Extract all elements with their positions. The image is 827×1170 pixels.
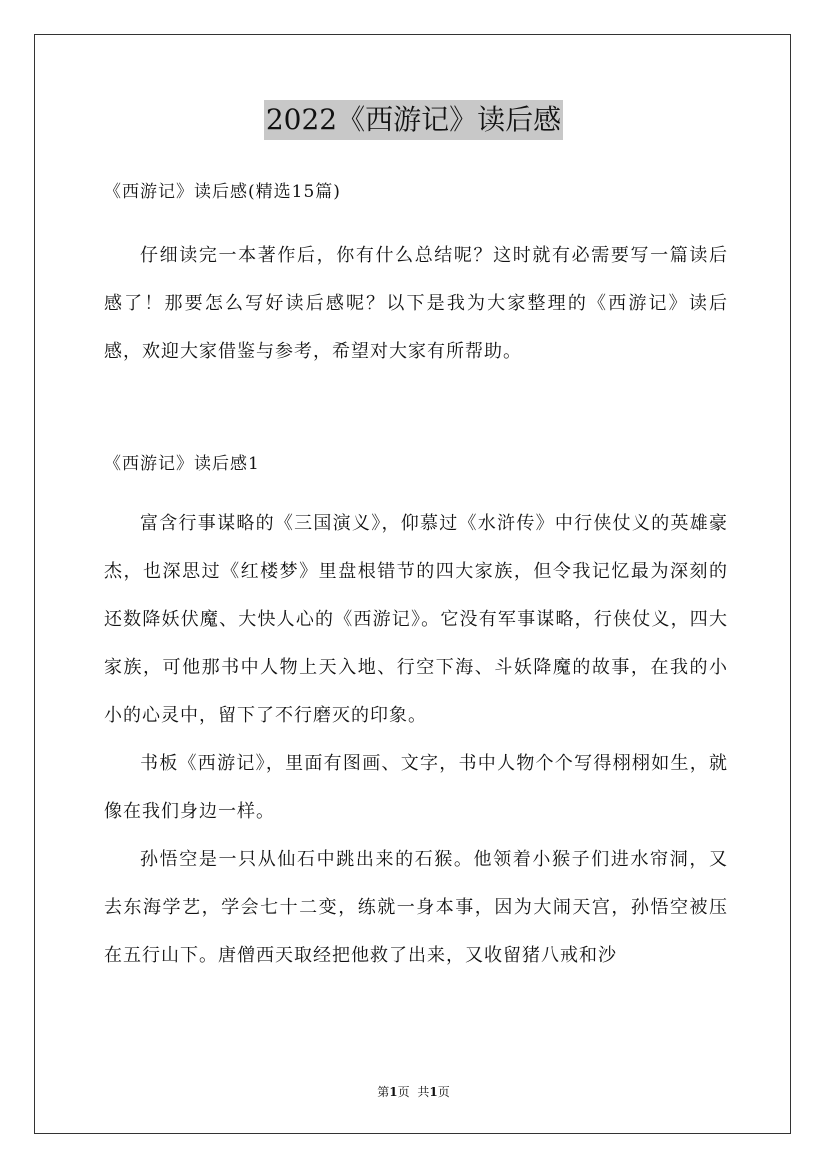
total-label-prefix: 共 <box>417 1085 430 1099</box>
section-heading: 《西游记》读后感1 <box>104 454 260 474</box>
document-subtitle: 《西游记》读后感(精选15篇) <box>104 182 341 202</box>
document-title: 2022《西游记》读后感 <box>264 100 563 140</box>
page-label-suffix: 页 <box>397 1085 410 1099</box>
body-paragraph-2: 书板《西游记》，里面有图画、文字，书中人物个个写得栩栩如生，就像在我们身边一样。 <box>104 753 728 822</box>
page-footer <box>0 1083 827 1101</box>
body-paragraph-1: 富含行事谋略的《三国演义》，仰慕过《水浒传》中行侠仗义的英雄豪杰，也深思过《红楼梦》里盘根错节的四大家族，但令我记忆最为深刻的还数降妖伏魔、大快人心的《西游记》。它没有军事谋略，行侠仗义，四大家族，可他那书中人物上天入地、行空下海、斗妖降魔的故事，在我的小小的心灵中，留下了不行磨灭的印象。 <box>104 513 728 726</box>
title-container <box>0 100 827 140</box>
total-label-suffix: 页 <box>437 1085 450 1099</box>
page-label-prefix: 第 <box>377 1085 390 1099</box>
body-paragraph-3: 孙悟空是一只从仙石中跳出来的石猴。他领着小猴子们进水帘洞，又去东海学艺，学会七十二变，练就一身本事，因为大闹天宫，孙悟空被压在五行山下。唐僧西天取经把他救了出来，又收留猪八戒和沙 <box>104 849 728 966</box>
page-number: 1 <box>389 1085 398 1099</box>
document-body <box>104 176 728 980</box>
total-pages: 1 <box>429 1085 438 1099</box>
intro-paragraph: 仔细读完一本著作后，你有什么总结呢？这时就有必需要写一篇读后感了！那要怎么写好读后感呢？以下是我为大家整理的《西游记》读后感，欢迎大家借鉴与参考，希望对大家有所帮助。 <box>104 245 728 362</box>
